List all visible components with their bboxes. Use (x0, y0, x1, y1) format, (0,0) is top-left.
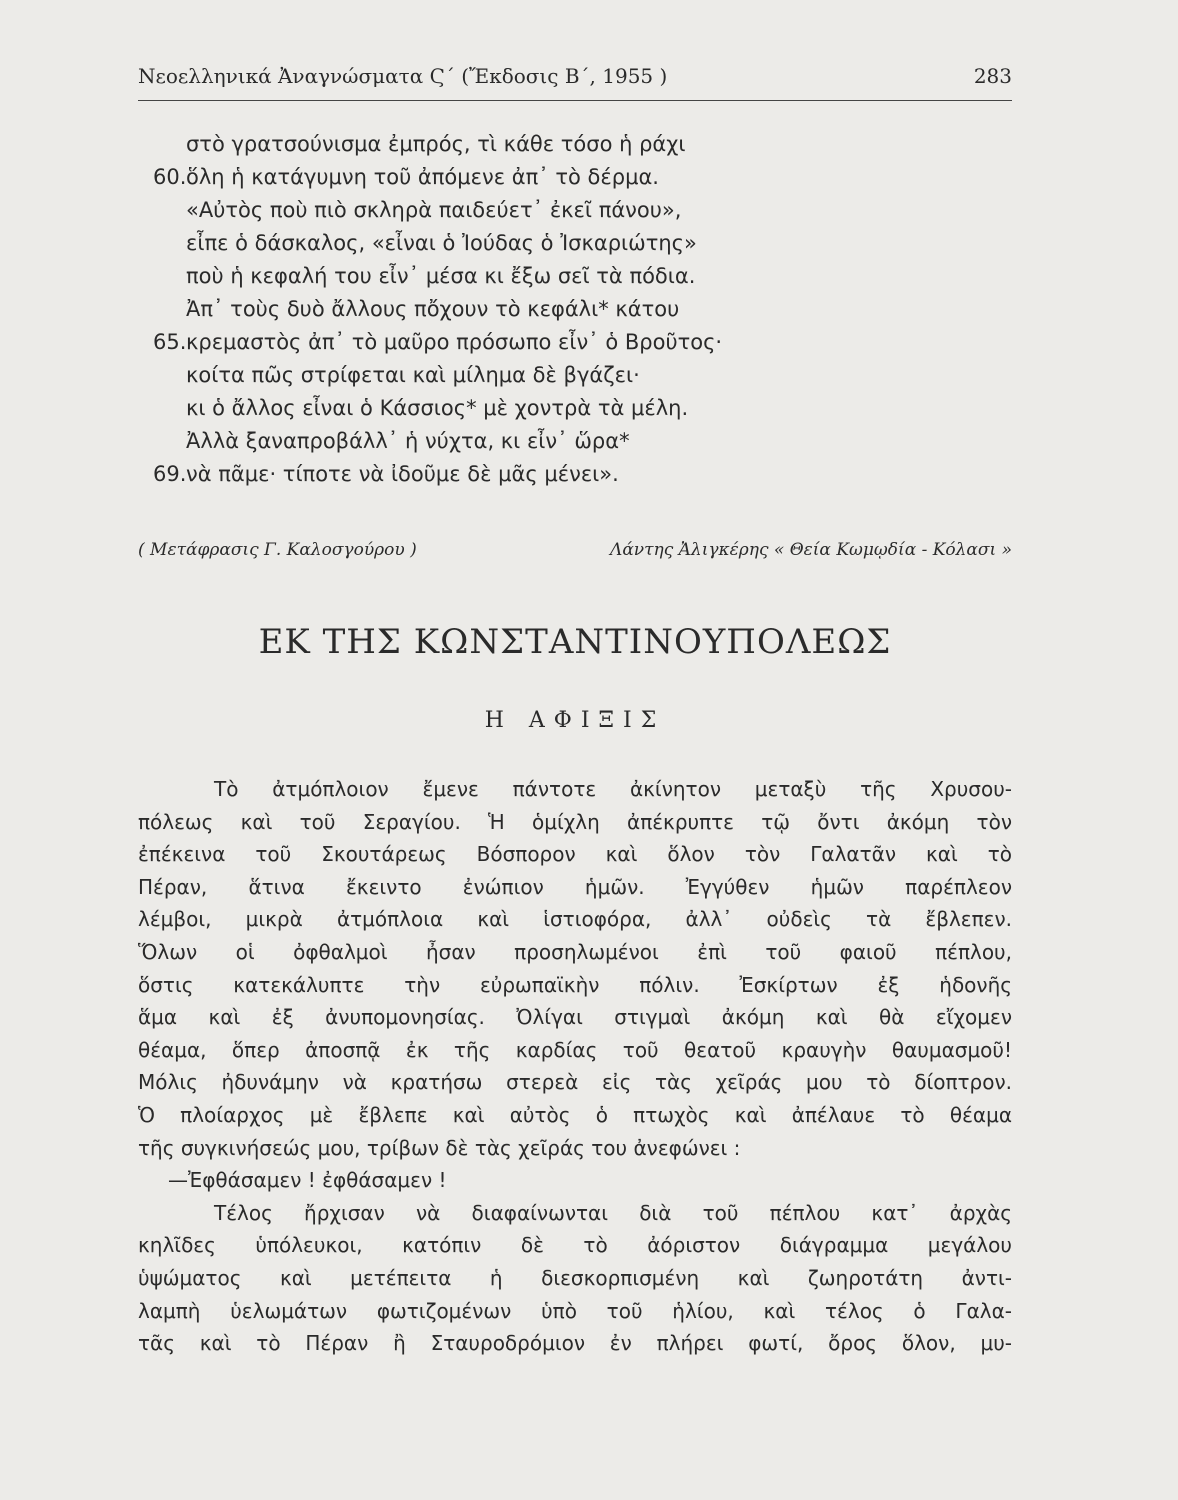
poem-line (178, 359, 978, 392)
prose-line: ἅμα καὶ ἐξ ἀνυπομονησίας. Ὀλίγαι στιγμαὶ ἀκόμη καὶ θὰ εἴχομεν (138, 1005, 1012, 1030)
poem-line (178, 293, 978, 326)
poem-line (153, 161, 978, 194)
page-header (138, 64, 1012, 94)
prose-line: Τέλος ἤρχισαν νὰ διαφαίνωνται διὰ τοῦ πέπλου κατ᾽ ἀρχὰς (214, 1200, 1012, 1225)
poem-line (178, 194, 978, 227)
poem-line (153, 458, 978, 491)
prose-line: κηλῖδες ὑπόλευκοι, κατόπιν δὲ τὸ ἀόριστον διάγραμμα μεγάλου (138, 1233, 1012, 1258)
poem-line-text: κρεμαστὸς ἀπ᾽ τὸ μαῦρο πρόσωπο εἶν᾽ ὁ Βροῦτος· (186, 330, 723, 354)
poem-line (178, 227, 978, 260)
line-number: 65. (153, 330, 187, 354)
poem-line (178, 392, 978, 425)
prose-line: πόλεως καὶ τοῦ Σεραγίου. Ἡ ὁμίχλη ἀπέκρυπτε τῷ ὄντι ἀκόμη τὸν (138, 809, 1012, 834)
poem-line-text: «Αὐτὸς ποὺ πιὸ σκληρὰ παιδεύετ᾽ ἐκεῖ πάνου», (186, 198, 682, 222)
prose-line: τᾶς καὶ τὸ Πέραν ἢ Σταυροδρόμιον ἐν πλήρει φωτί, ὄρος ὅλον, μυ- (138, 1331, 1012, 1356)
line-number: 69. (153, 462, 187, 486)
running-title: Νεοελληνικά Ἀναγνώσματα Ϛ΄ (Ἔκδοσις Β΄, 1955 ) (138, 64, 668, 88)
prose-line: λαμπὴ ὑελωμάτων φωτιζομένων ὑπὸ τοῦ ἡλίου, καὶ τέλος ὁ Γαλα- (138, 1298, 1012, 1323)
header-rule (138, 100, 1012, 101)
prose-line: Ὁ πλοίαρχος μὲ ἔβλεπε καὶ αὐτὸς ὁ πτωχὸς καὶ ἀπέλαυε τὸ θέαμα (138, 1102, 1012, 1127)
poem-line-text: ποὺ ἡ κεφαλή του εἶν᾽ μέσα κι ἔξω σεῖ τὰ πόδια. (186, 264, 696, 288)
poem-line-text: στὸ γρατσούνισμα ἐμπρός, τὶ κάθε τόσο ἡ ράχι (186, 132, 686, 156)
prose-line: ὑψώματος καὶ μετέπειτα ἡ διεσκορπισμένη καὶ ζωηροτάτη ἀντι- (138, 1265, 1012, 1290)
prose-line: ἐπέκεινα τοῦ Σκουτάρεως Βόσπορον καὶ ὅλον τὸν Γαλατᾶν καὶ τὸ (138, 842, 1012, 867)
source-credit: Λάντης Ἀλιγκέρης « Θεία Κωμῳδία - Κόλασι » (610, 540, 1012, 560)
poem-line-text: Ἀλλὰ ξαναπροβάλλ᾽ ἡ νύχτα, κι εἶν᾽ ὥρα* (186, 429, 630, 453)
poem-line-text: κοίτα πῶς στρίφεται καὶ μίλημα δὲ βγάζει· (186, 363, 640, 387)
prose-line: —Ἐφθάσαμεν ! ἐφθάσαμεν ! (168, 1168, 447, 1193)
prose-line: ὅστις κατεκάλυπτε τὴν εὐρωπαϊκὴν πόλιν. Ἐσκίρτων ἐξ ἡδονῆς (138, 972, 1012, 997)
poem-line-text: κι ὁ ἄλλος εἶναι ὁ Κάσσιος* μὲ χοντρὰ τὰ μέλη. (186, 396, 689, 420)
poem-line-text: ὅλη ἡ κατάγυμνη τοῦ ἀπόμενε ἀπ᾽ τὸ δέρμα. (186, 165, 659, 189)
page-number: 283 (973, 64, 1012, 88)
section-subtitle: Η ΑΦΙΞΙΣ (484, 708, 666, 733)
prose-body (138, 773, 1012, 1360)
poem-line (178, 425, 978, 458)
poem-line (153, 326, 978, 359)
line-number: 60. (153, 165, 187, 189)
poem-line (178, 128, 978, 161)
prose-line: λέμβοι, μικρὰ ἀτμόπλοια καὶ ἱστιοφόρα, ἀλλ᾽ οὐδεὶς τὰ ἔβλεπεν. (138, 907, 1012, 932)
poem-line-text: εἶπε ὁ δάσκαλος, «εἶναι ὁ Ἰούδας ὁ Ἰσκαριώτης» (186, 231, 697, 255)
prose-line: Τὸ ἀτμόπλοιον ἔμενε πάντοτε ἀκίνητον μεταξὺ τῆς Χρυσου- (214, 777, 1012, 801)
section-title: ΕΚ ΤΗΣ ΚΩΝΣΤΑΝΤΙΝΟΥΠΟΛΕΩΣ (258, 622, 892, 662)
poem-excerpt (153, 128, 978, 491)
prose-line: τῆς συγκινήσεώς μου, τρίβων δὲ τὰς χεῖράς του ἀνεφώνει : (138, 1135, 741, 1160)
prose-line: Μόλις ἠδυνάμην νὰ κρατήσω στερεὰ εἰς τὰς χεῖράς μου τὸ δίοπτρον. (138, 1070, 1012, 1095)
prose-line: θέαμα, ὅπερ ἀποσπᾷ ἐκ τῆς καρδίας τοῦ θεατοῦ κραυγὴν θαυμασμοῦ! (138, 1037, 1012, 1062)
prose-line: Πέραν, ἅτινα ἔκειντο ἐνώπιον ἡμῶν. Ἐγγύθεν ἡμῶν παρέπλεον (138, 874, 1012, 899)
poem-line-text: νὰ πᾶμε· τίποτε νὰ ἰδοῦμε δὲ μᾶς μένει». (186, 462, 619, 486)
translator-credit: ( Μετάφρασις Γ. Καλοσγούρου ) (138, 540, 417, 560)
poem-line-text: Ἀπ᾽ τοὺς δυὸ ἄλλους πὄχουν τὸ κεφάλι* κάτου (186, 297, 680, 321)
poem-line (178, 260, 978, 293)
prose-line: Ὅλων οἱ ὀφθαλμοὶ ἦσαν προσηλωμένοι ἐπὶ τοῦ φαιοῦ πέπλου, (138, 939, 1012, 964)
